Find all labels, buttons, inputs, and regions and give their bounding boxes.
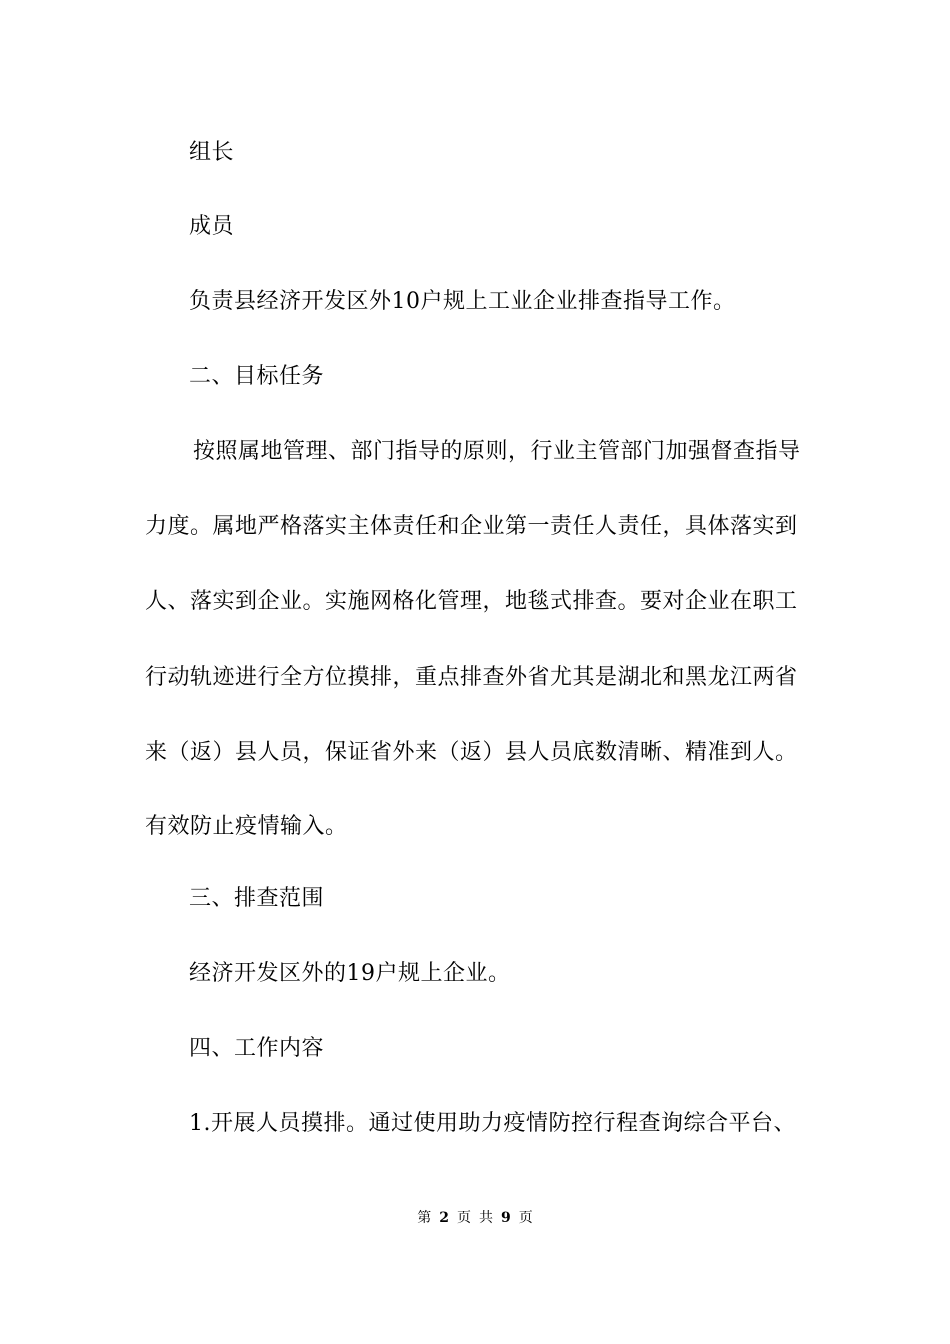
footer-total-pages: 9 <box>501 1210 511 1226</box>
footer-suffix: 页 <box>518 1210 533 1226</box>
section-heading-scope: 三、排查范围 <box>189 886 325 911</box>
section-heading-work-content: 四、工作内容 <box>189 1036 325 1061</box>
paragraph-line: 1.开展人员摸排。通过使用助力疫情防控行程查询综合平台、 <box>189 1111 796 1136</box>
paragraph-line: 按照属地管理、部门指导的原则，行业主管部门加强督查指导 <box>193 439 801 464</box>
paragraph-line: 人、落实到企业。实施网格化管理，地毯式排查。要对企业在职工 <box>145 589 798 614</box>
paragraph-line: 有效防止疫情输入。 <box>145 814 348 839</box>
footer-current-page: 2 <box>439 1210 449 1226</box>
footer-total-word: 共 <box>479 1210 493 1226</box>
paragraph-line: 行动轨迹进行全方位摸排，重点排查外省尤其是湖北和黑龙江两省 <box>145 665 798 690</box>
text-line-team-leader: 组长 <box>189 140 235 165</box>
text-line-members: 成员 <box>189 214 235 239</box>
paragraph-line: 来（返）县人员，保证省外来（返）县人员底数清晰、精准到人。 <box>145 740 798 765</box>
section-heading-objectives: 二、目标任务 <box>189 364 325 389</box>
footer-prefix: 第 <box>417 1210 432 1226</box>
text-line-responsibility: 负责县经济开发区外10户规上工业企业排查指导工作。 <box>189 289 736 314</box>
paragraph-line: 力度。属地严格落实主体责任和企业第一责任人责任，具体落实到 <box>145 514 798 539</box>
footer-page-word: 页 <box>457 1210 471 1226</box>
text-line-scope: 经济开发区外的19户规上企业。 <box>189 961 511 986</box>
page-footer <box>0 1209 950 1227</box>
